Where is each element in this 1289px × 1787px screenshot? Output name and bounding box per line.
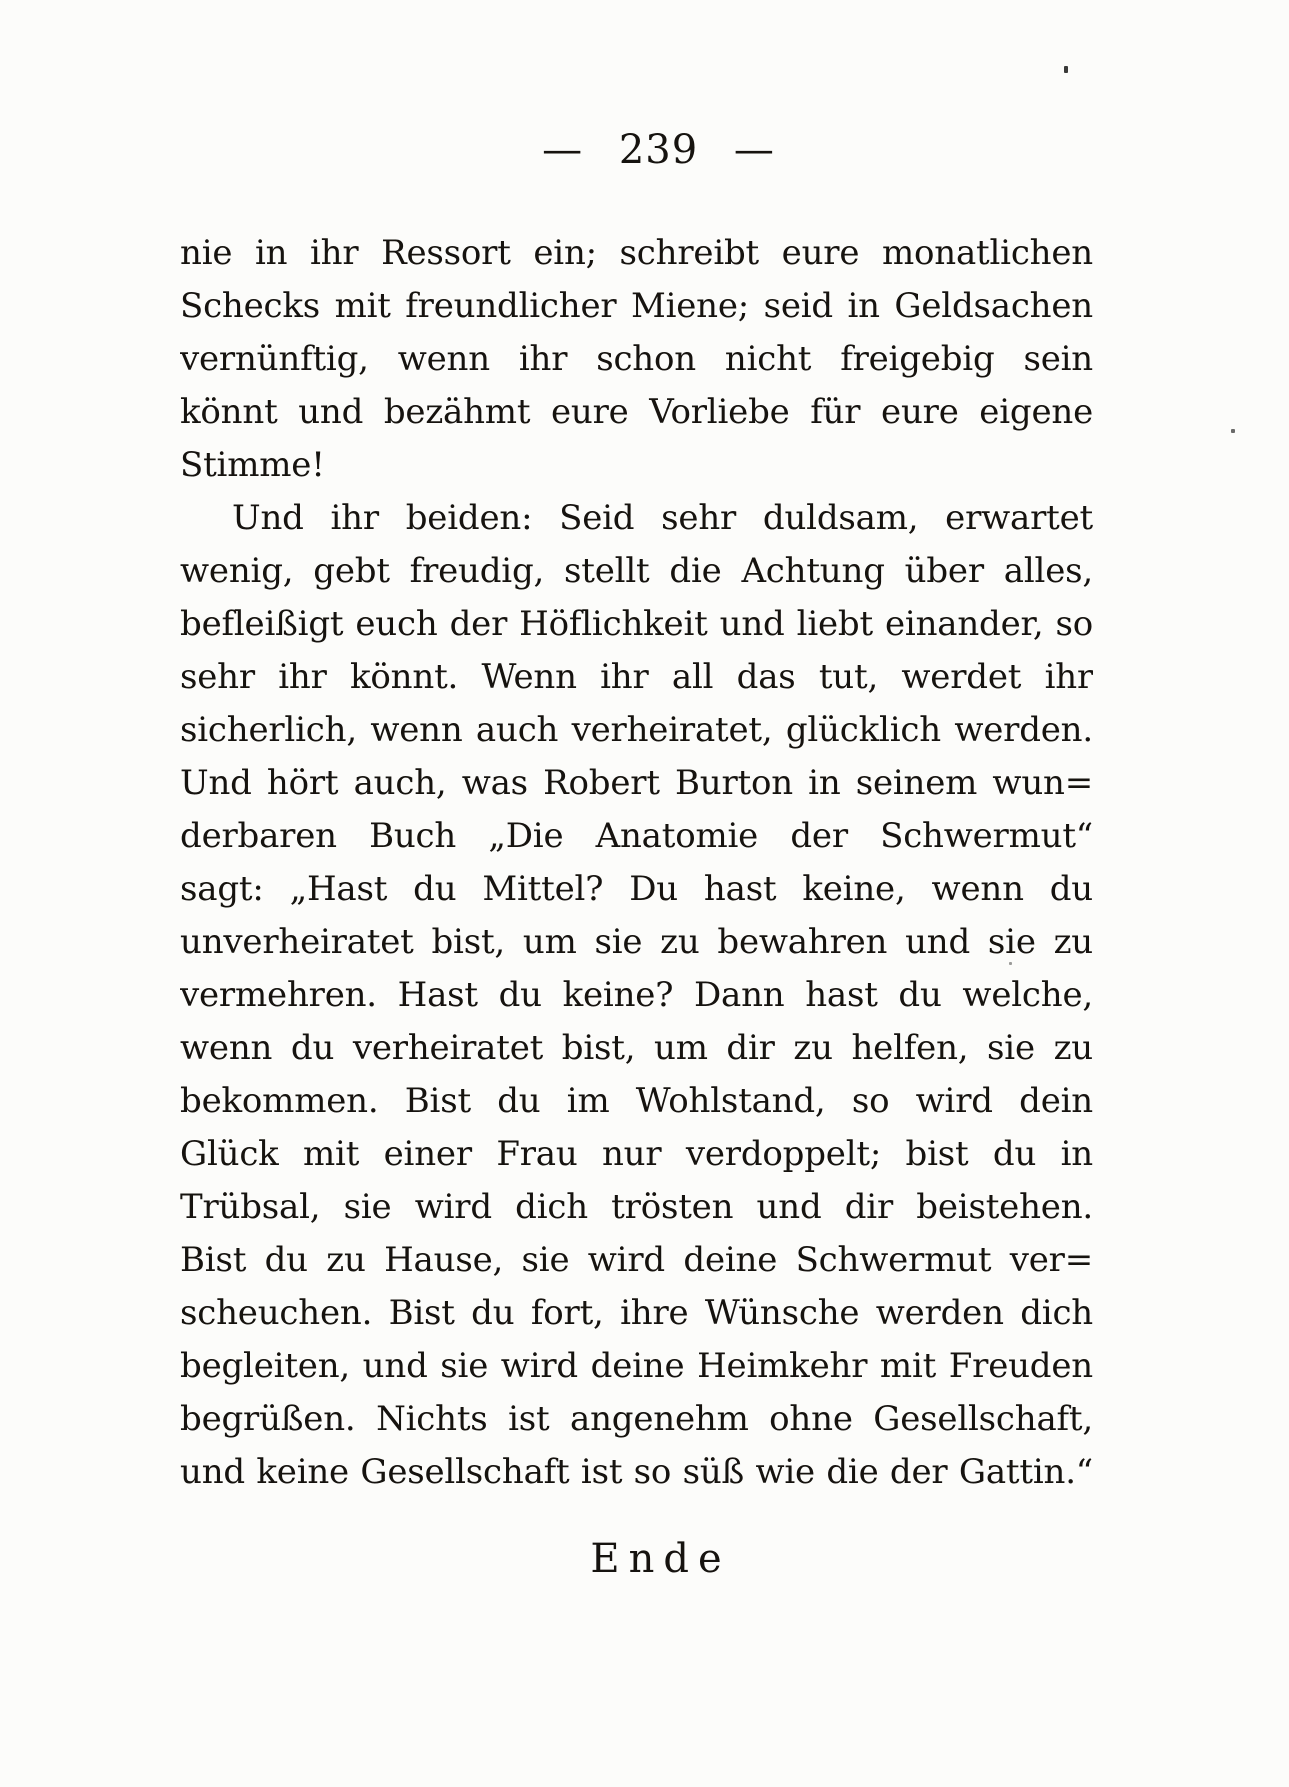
text-line: Stimme! (180, 445, 325, 485)
text-line: Schecks mit freundlicher Miene; seid in Geldsachen (180, 286, 1093, 326)
text-line: Und hört auch, was Robert Burton in seinem wun= (180, 763, 1093, 803)
text-line: sehr ihr könnt. Wenn ihr all das tut, werdet ihr (180, 657, 1093, 697)
text-line: wenig, gebt freudig, stellt die Achtung über alles, (180, 551, 1093, 591)
text-line: scheuchen. Bist du fort, ihre Wünsche werden dich (180, 1293, 1093, 1333)
scan-speck (1064, 66, 1068, 73)
text-line: begleiten, und sie wird deine Heimkehr mit Freuden (180, 1346, 1093, 1386)
scan-speck (1009, 962, 1012, 965)
text-line: begrüßen. Nichts ist angenehm ohne Gesellschaft, (180, 1399, 1093, 1439)
end-label: Ende (590, 1536, 731, 1582)
page-header (14, 126, 1289, 174)
text-line: Glück mit einer Frau nur verdoppelt; bist du in (180, 1134, 1093, 1174)
page-number: — 239 — (542, 127, 775, 173)
text-line: derbaren Buch „Die Anatomie der Schwermut“ (180, 816, 1093, 856)
scan-speck (1231, 429, 1235, 433)
text-line: nie in ihr Ressort ein; schreibt eure monatlichen (180, 233, 1093, 273)
text-line: bekommen. Bist du im Wohlstand, so wird dein (180, 1081, 1093, 1121)
text-line: vernünftig, wenn ihr schon nicht freigebig sein (180, 339, 1093, 379)
text-line: Trübsal, sie wird dich trösten und dir beistehen. (180, 1187, 1093, 1227)
text-line: befleißigt euch der Höflichkeit und liebt einander, so (180, 604, 1093, 644)
text-line: wenn du verheiratet bist, um dir zu helfen, sie zu (180, 1028, 1093, 1068)
text-line: und keine Gesellschaft ist so süß wie die der Gattin.“ (180, 1452, 1093, 1492)
text-line: Bist du zu Hause, sie wird deine Schwermut ver= (180, 1240, 1093, 1280)
text-line: Und ihr beiden: Seid sehr duldsam, erwartet (232, 498, 1093, 538)
text-line: sicherlich, wenn auch verheiratet, glücklich werden. (180, 710, 1093, 750)
text-line: sagt: „Hast du Mittel? Du hast keine, wenn du (180, 869, 1093, 909)
text-line: könnt und bezähmt eure Vorliebe für eure eigene (180, 392, 1093, 432)
body-text (180, 227, 1093, 1499)
text-line: vermehren. Hast du keine? Dann hast du welche, (180, 975, 1093, 1015)
text-line: unverheiratet bist, um sie zu bewahren und sie zu (180, 922, 1093, 962)
